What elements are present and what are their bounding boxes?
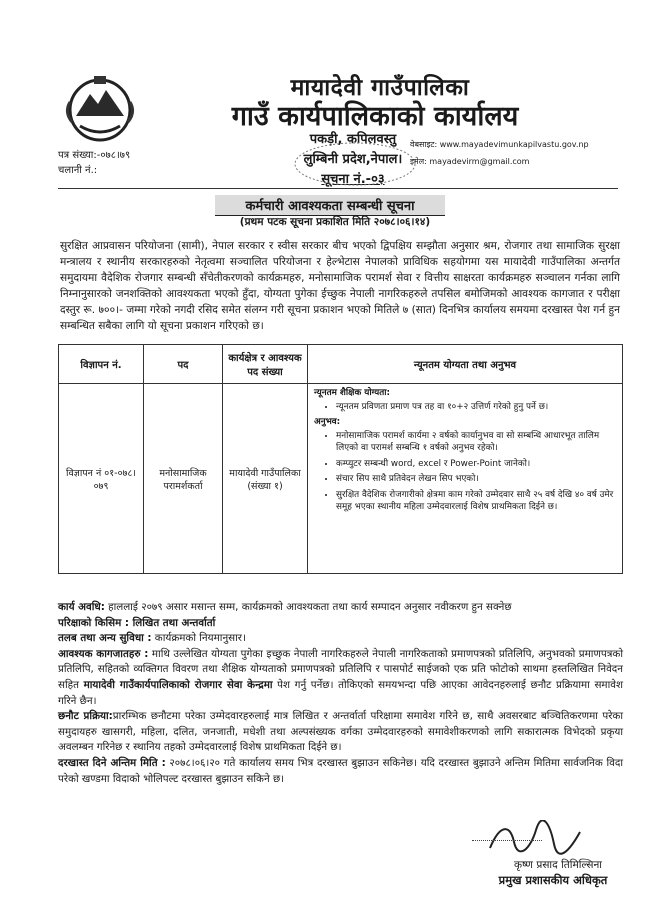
cell-ad-no: विज्ञापन नं ०१-०७८।०७९: [59, 384, 144, 574]
docs-bold: मायादेवी गाउँकार्यपालिकाको रोजगार सेवा केन्द्रमा: [83, 678, 273, 691]
header-qualification: न्यूनतम योग्यता तथा अनुभव: [308, 345, 623, 384]
notice-intro: सुरक्षित आप्रवासन परियोजना (सामी), नेपाल सरकार र स्वीस सरकार बीच भएको द्विपक्षिय सम्झौता अनुसार श्रम, रोजगार तथा सामाजिक सुरक्षा मन्त्रालय र स्थानीय सरकारहरुको नेतृत्वमा सञ्चालित परियोजना र हेल्भेटास नेपालको प्राविधिक सहयोगमा यस मायादेवी गाउँपालिका अन्तर्गत समुदायमा वैदेशिक रोजगार सम्बन्धी सँचेतीकरणको कार्यक्रमहरु, मनोसामाजिक परामर्श सेवा र वित्तीय साक्षरता कार्यक्रमहरु सञ्चालन गर्नका लागि निम्नानुसारको जनशक्तिको आवश्यकता भएको हुँदा, योग्यता पुगेका ईच्छुक नेपाली नागरिकहरुले तपसिल बमोजिमको आवश्यक कागजात र परीक्षा दस्तुर रू. ७००।- जम्मा गरेको नगदी रसिद समेत संलग्न गरी सूचना प्रकाशन भएको मितिले ७ (सात) दिनभित्र कार्यालय समयमा दरखास्त पेश गर्न हुन सम्बन्धित सबैका लागि यो सूचना प्रकाशन गरिएको छ।: [60, 240, 620, 332]
docs-text: माथि उल्लेखित योग्यता पुगेका इच्छुक नेपाली नागरिकहरुले नेपाली नागरिकताको प्रमाणपत्रको प्रतिलिपि, अनुभवको प्रमाणपत्रको प्रतिलिपि, सहितको व्यक्तिगत विवरण तथा शैक्षिक योग्यताको प्रमाणपत्रको प्रतिलिपि र पासपोर्ट साईजको एक प्रति फोटोको साथमा हस्तलिखित निवेदन सहित: [58, 647, 624, 691]
signatory-role: प्रमुख प्रशासकीय अधिकृत: [498, 873, 608, 887]
selection-label: छनौट प्रक्रिया:: [58, 710, 113, 723]
reference-numbers: [58, 148, 130, 178]
notice-details: [58, 600, 623, 787]
handwritten-signature: [470, 820, 610, 856]
deadline-text: २०७८।०६।२० गते कार्यालय समय भित्र दरखास्त बुझाउन सकिनेछ। यदि दरखास्त बुझाउने अन्तिम मितिमा सार्वजनिक विदा परेको खण्डमा विदाको भोलिपल्ट दरखास्त बुझाउन सकिने छ।: [58, 756, 623, 785]
cell-area: मायादेवी गाउँपालिका (संख्या १): [223, 384, 308, 574]
header-divider: [58, 188, 618, 189]
emblem-logo: [60, 68, 140, 148]
dispatch-number: चलानी नं.:: [58, 165, 98, 176]
duration-text: हाललाई २०७९ असार मसान्त सम्म, कार्यक्रमको आवश्यकता तथा कार्य सम्पादन अनुसार नवीकरण हुन सक्नेछ: [104, 601, 512, 613]
table-row: [59, 384, 623, 574]
list-item: • मनोसामाजिक परामर्श कार्यमा २ वर्षको कार्यानुभव वा सो सम्बन्धि आधारभूत तालिम लिएको वा परामर्श सम्बन्धि १ वर्षको अनुभव रहेको।: [336, 430, 616, 455]
table-header-row: [59, 345, 623, 384]
website-text: वेबसाइट: www.mayadevimunkapilvastu.gov.np: [410, 140, 589, 149]
duration-para: [58, 600, 623, 616]
deadline-para: [58, 756, 623, 787]
email-text: इमेल: mayadevirm@gmail.com: [410, 157, 530, 166]
duration-label: कार्य अवधि:: [58, 601, 105, 613]
header-ad-no: विज्ञापन नं.: [59, 345, 144, 384]
salary-label: तलब तथा अन्य सुविधा :: [58, 632, 152, 645]
vacancy-table: [58, 344, 623, 574]
list-item: • संचार सिप साथै प्रतिवेदन लेखन सिप भएको।: [336, 473, 616, 486]
cell-post: मनोसामाजिक परामर्शकर्ता: [144, 384, 223, 574]
salary-para: [58, 631, 623, 647]
selection-para: [58, 709, 623, 756]
docs-label: आवश्यक कागजातहरु :: [58, 647, 149, 660]
exp-heading: अनुभव:: [314, 417, 341, 427]
signatory-name: कृष्ण प्रसाद तिमिल्सिना: [513, 859, 602, 871]
edu-list: [314, 401, 616, 414]
signature-line: [472, 840, 542, 841]
list-item: • सुरक्षित वैदेशिक रोजगारीको क्षेत्रमा काम गरेको उम्मेदवार साथै २५ वर्ष देखि ४० वर्ष उमेर समूह भएका स्थानीय महिला उम्मेदवारलाई विशेष प्राथमिकता दिईने छ।: [336, 489, 616, 514]
exam-para: [58, 616, 623, 632]
deadline-label: दरखास्त दिने अन्तिम मिति :: [58, 756, 166, 769]
notice-title: कर्मचारी आवश्यकता सम्बन्धी सूचना: [215, 195, 445, 216]
docs-para: [58, 647, 623, 709]
header-post: पद: [144, 345, 223, 384]
address-line-2: लुम्बिनी प्रदेश,नेपाल।: [303, 152, 403, 167]
letter-number: पत्र संख्या:-०७८।७९: [58, 150, 131, 161]
header-area: कार्यक्षेत्र र आवश्यक पद संख्या: [223, 345, 308, 384]
docs-tail: पेश गर्नु पर्नेछ। तोकिएको समयभन्दा पछि आएका आवेदनहरुलाई छनौट प्रक्रियामा समावेश गरिने छैन।: [58, 678, 623, 707]
exp-list: [314, 430, 616, 514]
office-stamp-icon: [290, 140, 420, 188]
contact-info: [410, 138, 589, 168]
selection-text: प्रारम्भिक छनौटमा परेका उम्मेदवारहरुलाई मात्र लिखित र अन्तर्वार्ता परिक्षामा समावेश गरिने छ, साथै अवसरबाट बञ्चितिकरणमा परेका समुदायहरु खासगरी, महिला, दलित, जनजाती, मधेशी तथा अल्पसंख्यक वर्गका उम्मेदवारहरुको समावेशीकरणको लागि सकारात्मक विभेदको प्रकृया अवलम्बन गरिनेछ र स्थानिय तहको उम्मेदवारलाई विशेष प्राथमिकता दिईने छ।: [58, 710, 623, 754]
salary-text: कार्यक्रमको नियमानुसार।: [151, 632, 246, 645]
list-item: • कम्प्युटर सम्बन्धी word, excel र Power-Point जानेको।: [336, 458, 616, 471]
exam-label: परिक्षाको किसिम : लिखित तथा अन्तर्वार्ता: [58, 616, 216, 629]
list-item: • न्यूनतम प्रविणता प्रमाण पत्र तह वा १०+२ उत्तिर्ण गरेको हुनु पर्ने छ।: [336, 401, 616, 414]
municipality-name: मायादेवी गाउँपालिका: [290, 75, 470, 101]
edu-heading: न्यूनतम शैक्षिक योग्यता:: [314, 388, 391, 398]
cell-qualification: [308, 384, 623, 574]
notice-subtitle: (प्रथम पटक सूचना प्रकाशित मिति २०७८।०६।१४): [239, 216, 431, 228]
notice-number: सूचना नं.-०३: [321, 172, 385, 187]
office-name: गाउँ कार्यपालिकाको कार्यालय: [231, 101, 519, 132]
address-line-1: पकड़ी, कपिलवस्तु: [309, 132, 397, 147]
